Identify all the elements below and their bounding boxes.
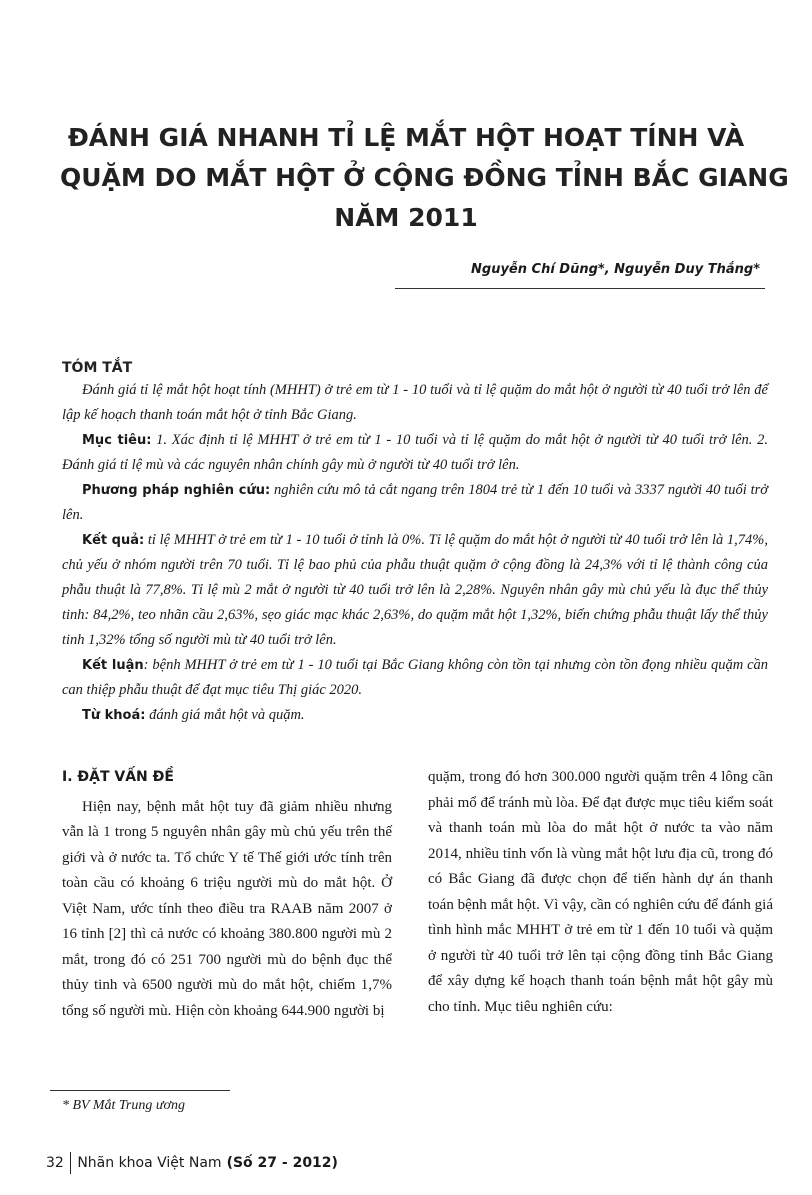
page-number: 32 [46, 1155, 64, 1171]
section-heading: I. ĐẶT VẤN ĐỀ [62, 769, 174, 785]
methods-text: nghiên cứu mô tả cắt ngang trên 1804 trẻ từ 1 đến 10 tuổi và 3337 người 40 tuổi trở lên. [62, 482, 768, 523]
footnote-divider [50, 1090, 230, 1091]
footnote: * BV Mắt Trung ương [62, 1098, 185, 1113]
title-line-2: QUẶM DO MẮT HỘT Ở CỘNG ĐỒNG TỈNH BẮC GIANG [60, 163, 789, 192]
conclusion-text: : bệnh MHHT ở trẻ em từ 1 - 10 tuổi tại Bắc Giang không còn tồn tại nhưng còn tồn đọng nhiều quặm cần can thiệp phẫu thuật để đạt mục tiêu Thị giác 2020. [62, 657, 769, 698]
conclusion-label: Kết luận [82, 658, 144, 673]
keywords-text: đánh giá mắt hột và quặm. [145, 707, 305, 723]
abstract-intro: Đánh giá tỉ lệ mắt hột hoạt tính (MHHT) ở trẻ em từ 1 - 10 tuổi và tỉ lệ quặm do mắt hột ở người từ 40 tuổi trở lên để lập kế hoạch thanh toán mắt hột ở tỉnh Bắc Giang. [62, 382, 768, 423]
footer-divider [70, 1152, 72, 1174]
column-right [428, 765, 773, 1020]
keywords-label: Từ khoá: [82, 708, 146, 723]
title-line-3: NĂM 2011 [334, 203, 478, 232]
journal-issue: (Số 27 - 2012) [226, 1155, 338, 1171]
author-divider [395, 288, 765, 289]
abstract-results [62, 528, 768, 653]
abstract-methods [62, 478, 768, 528]
article-title [60, 118, 789, 238]
methods-label: Phương pháp nghiên cứu: [82, 483, 271, 498]
section-body-left: Hiện nay, bệnh mắt hột tuy đã giảm nhiều nhưng vẫn là 1 trong 5 nguyên nhân gây mù chủ yếu trên thế giới và ở nước ta. Tổ chức Y tế Thế giới ước tính trên toàn cầu có khoảng 6 triệu người mù do mắt hột. Ở Việt Nam, ước tính theo điều tra RAAB năm 2007 ở 16 tỉnh [2] thì cả nước có khoảng 380.800 người mù 2 mắt, trong đó có 251 700 người mù do bệnh đục thể thủy tinh và 6500 người mù do mắt hột, chiếm 1,7% tổng số người mù. Hiện còn khoảng 644.900 người bị [62, 798, 392, 1019]
column-left [62, 765, 392, 1024]
objectives-label: Mục tiêu: [82, 433, 152, 448]
section-body-right: quặm, trong đó hơn 300.000 người quặm trên 4 lông cần phải mổ để tránh mù lòa. Để đạt được mục tiêu kiểm soát và thanh toán mù lòa do mắt hột ở nước ta vào năm 2014, nhiều tỉnh vốn là vùng mắt hột lưu địa cũ, trong đó có Bắc Giang đã được chọn để tiến hành dự án thanh toán bệnh mắt hột. Vì vậy, cần có nghiên cứu để đánh giá tình hình mắc MHHT ở trẻ em từ 1 đến 10 tuổi và quặm ở người từ 40 tuổi trở lên tại cộng đồng tỉnh Bắc Giang để xây dựng kế hoạch thanh toán bệnh mắt hột gây mù cho tỉnh. Mục tiêu nghiên cứu: [428, 769, 773, 1015]
abstract-objectives [62, 428, 768, 478]
abstract-heading: TÓM TẮT [62, 360, 133, 376]
abstract-keywords [62, 703, 768, 728]
results-text: tỉ lệ MHHT ở trẻ em từ 1 - 10 tuổi ở tỉnh là 0%. Tỉ lệ quặm do mắt hột ở người từ 40 tuổi trở lên là 1,74%, chủ yếu ở nhóm người trên 70 tuổi. Tỉ lệ bao phủ của phẫu thuật quặm ở cộng đồng là 24,3% với tỉ lệ thành công của phẫu thuật là 77,8%. Tỉ lệ mù 2 mắt ở người từ 40 tuổi trở lên là 2,28%. Nguyên nhân gây mù chủ yếu là đục thể thủy tinh: 84,2%, teo nhãn cầu 2,63%, sẹo giác mạc khác 2,63%, do quặm mắt hột 1,32%, biến chứng phẫu thuật lấy thể thủy tinh 1,32% tổng số người mù từ 40 tuổi trở lên. [62, 532, 768, 648]
journal-name: Nhãn khoa Việt Nam [77, 1155, 222, 1171]
results-label: Kết quả: [82, 533, 145, 548]
page-footer [46, 1152, 338, 1174]
authors: Nguyễn Chí Dũng*, Nguyễn Duy Thắng* [471, 262, 760, 277]
objectives-text: 1. Xác định tỉ lệ MHHT ở trẻ em từ 1 - 10 tuổi và tỉ lệ quặm do mắt hột ở người từ 40 tuổi trở lên. 2. Đánh giá tỉ lệ mù và các nguyên nhân chính gây mù ở người từ 40 tuổi trở lên. [62, 432, 768, 473]
abstract [62, 378, 768, 728]
title-line-1: ĐÁNH GIÁ NHANH TỈ LỆ MẮT HỘT HOẠT TÍNH VÀ [67, 123, 745, 152]
abstract-conclusion [62, 653, 768, 703]
